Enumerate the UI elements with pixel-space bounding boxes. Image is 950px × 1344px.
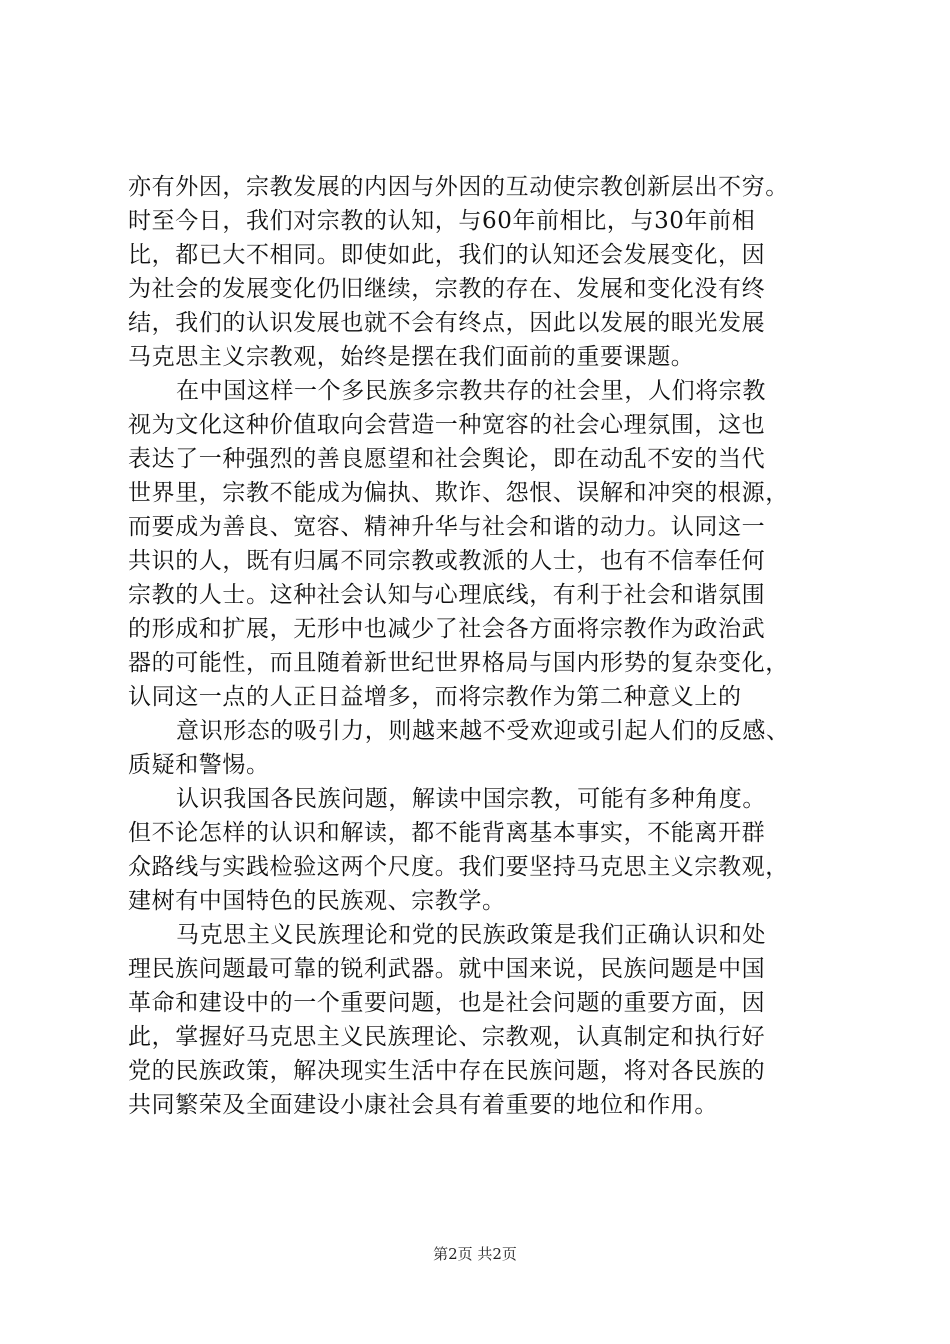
text-line: 认同这一点的人正日益增多，而将宗教作为第二种意义上的 — [128, 684, 742, 710]
text-line: 认识我国各民族问题，解读中国宗教，可能有多种角度。 — [176, 786, 766, 812]
text-line: 而要成为善良、宽容、精神升华与社会和谐的动力。认同这一 — [128, 514, 766, 540]
text-line: 意识形态的吸引力，则越来越不受欢迎或引起人们的反感、 — [176, 718, 790, 744]
text-line: 宗教的人士。这种社会认知与心理底线，有利于社会和谐氛围 — [128, 582, 766, 608]
text-line: 但不论怎样的认识和解读，都不能背离基本事实，不能离开群 — [128, 820, 766, 846]
text-line: 革命和建设中的一个重要问题，也是社会问题的重要方面，因 — [128, 990, 766, 1016]
body-text — [128, 170, 828, 1122]
text-line: 时至今日，我们对宗教的认知，与60年前相比，与30年前相 — [128, 208, 756, 234]
text-line: 亦有外因，宗教发展的内因与外因的互动使宗教创新层出不穷。 — [128, 174, 789, 200]
text-line: 马克思主义民族理论和党的民族政策是我们正确认识和处 — [176, 922, 766, 948]
page-footer: 第2页 共2页 — [433, 1245, 517, 1263]
text-line: 质疑和警惕。 — [128, 752, 270, 778]
text-line: 众路线与实践检验这两个尺度。我们要坚持马克思主义宗教观， — [128, 854, 789, 880]
text-line: 此，掌握好马克思主义民族理论、宗教观，认真制定和执行好 — [128, 1024, 766, 1050]
text-line: 的形成和扩展，无形中也减少了社会各方面将宗教作为政治武 — [128, 616, 766, 642]
text-line: 马克思主义宗教观，始终是摆在我们面前的重要课题。 — [128, 344, 695, 370]
text-line: 共识的人，既有归属不同宗教或教派的人士，也有不信奉任何 — [128, 548, 766, 574]
text-line: 视为文化这种价值取向会营造一种宽容的社会心理氛围，这也 — [128, 412, 766, 438]
text-line: 器的可能性，而且随着新世纪世界格局与国内形势的复杂变化， — [128, 650, 789, 676]
text-line: 共同繁荣及全面建设小康社会具有着重要的地位和作用。 — [128, 1092, 718, 1118]
text-line: 结，我们的认识发展也就不会有终点，因此以发展的眼光发展 — [128, 310, 766, 336]
text-line: 世界里，宗教不能成为偏执、欺诈、怨恨、误解和冲突的根源， — [128, 480, 789, 506]
text-line: 表达了一种强烈的善良愿望和社会舆论，即在动乱不安的当代 — [128, 446, 766, 472]
text-line: 党的民族政策，解决现实生活中存在民族问题，将对各民族的 — [128, 1058, 766, 1084]
text-line: 为社会的发展变化仍旧继续，宗教的存在、发展和变化没有终 — [128, 276, 766, 302]
text-line: 理民族问题最可靠的锐利武器。就中国来说，民族问题是中国 — [128, 956, 766, 982]
text-line: 在中国这样一个多民族多宗教共存的社会里，人们将宗教 — [176, 378, 766, 404]
text-line: 建树有中国特色的民族观、宗教学。 — [128, 888, 506, 914]
text-line: 比，都已大不相同。即使如此，我们的认知还会发展变化，因 — [128, 242, 766, 268]
